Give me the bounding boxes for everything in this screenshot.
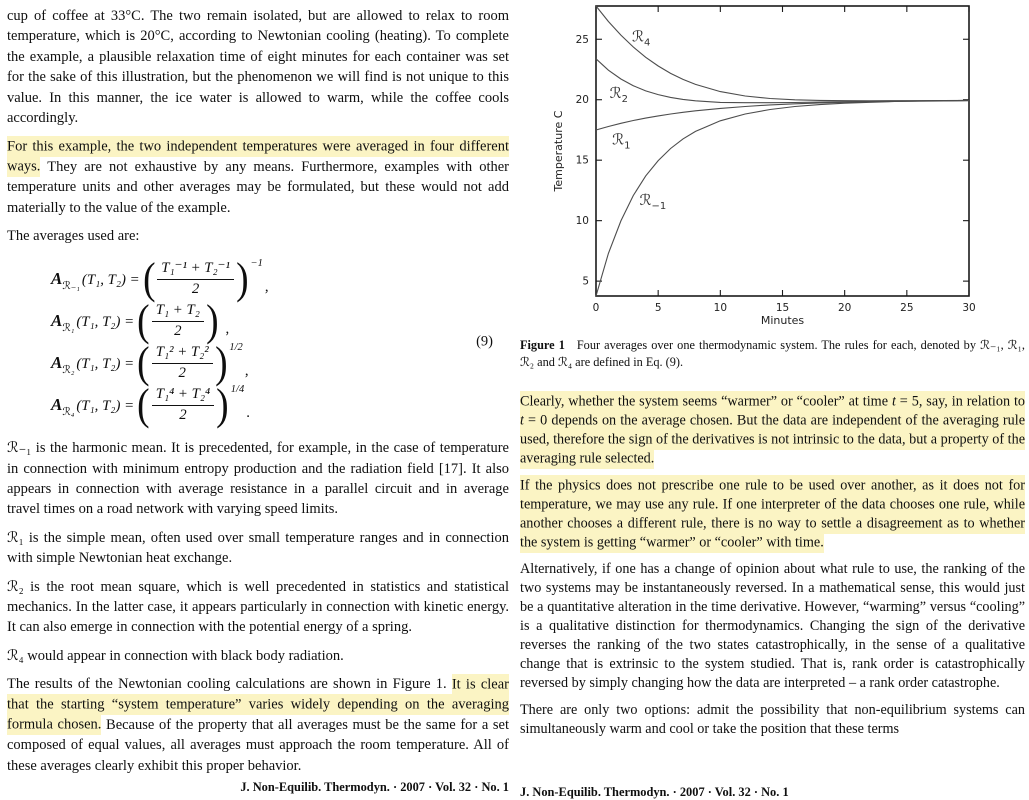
paragraph-rank-order: Alternatively, if one has a change of opinion about what rule to use, the ranking of the two systems may be instantaneously reversed. In a mathematical sense, this would just be a quantitative alteration in the time derivative. However, “warming” versus “cooling” is a qualitative distinction for thermodynamics. Changing the sign of the derivative reverses the ranking of the two states catastrophically, in the sense of a qualitative change that is extrinsic to the system studied. That is, rank order is catastrophically reversed by simply changing how the data are interpreted – a rank order catastrophe. (520, 561, 1025, 691)
equation-row: Aℛ₂ (T₁, T₂) = ( $\frac{\text{T₁² + T₂²}}{2}$ ) 1/2 , (51, 338, 249, 388)
fraction (152, 344, 213, 382)
equation-lhs (51, 311, 136, 335)
fraction-denominator: 2 (174, 322, 182, 339)
equation-row: Aℛ₁ (T₁, T₂) = ( $\frac{\text{T₁ + T₂}}{2}$ ) , (51, 296, 230, 346)
paragraph-black-body: ℛ₄ would appear in connection with black body radiation. (7, 647, 344, 664)
x-tick-label: 20 (837, 302, 852, 314)
paragraph-cooling-example: cup of coffee at 33°C. The two remain isolated, but are allowed to relax to room temperature, which is 20°C, according to Newtonian cooling (heating). To complete the example, a plausible relaxation time of eight minutes for each container was set for the sake of this illustration, but the phenomenon we will find is not unique to this value. In this manner, the ice water is allowed to warm, while the coffee cools accordingly. (7, 8, 509, 127)
equation-args: (T₁, T₂) = (76, 356, 135, 373)
script-A: A (51, 353, 62, 373)
right-column (520, 0, 1025, 800)
journal-footer-left: J. Non-Equilib. Thermodyn. · 2007 · Vol. 32 · No. 1 (240, 780, 509, 794)
left-column (7, 6, 509, 784)
equation-lhs (51, 395, 136, 419)
x-tick-label: 0 (592, 302, 600, 314)
y-axis-label: Temperature C (552, 110, 565, 192)
text-segment: Because of the property that all averages must be the same for a set composed of equal values, all averages must approach the room temperature. All of these averages clearly exhibit this proper behavior. (7, 716, 509, 774)
y-tick-label: 10 (575, 215, 589, 228)
journal-footer-right: J. Non-Equilib. Thermodyn. · 2007 · Vol. 32 · No. 1 (520, 785, 789, 799)
text-segment: = 0 depends on the average chosen. But the data are independent of the averaging rule used, therefore the sign of the derivatives is not intrinsic to the data, but a property of the averaging rule selected. (520, 410, 1025, 469)
curve-R4 (596, 6, 969, 101)
x-tick-label: 5 (654, 302, 662, 314)
fraction-numerator: T₁ + T₂ (152, 302, 204, 321)
curve-R2 (596, 59, 969, 103)
paragraph-physics-rule (520, 476, 1025, 552)
curve-label-4: ℛ$_4$ (632, 27, 651, 49)
equation-punctuation: , (225, 320, 230, 337)
paragraph-simple-mean: ℛ₁ is the simple mean, often used over small temperature ranges and in connection with simple Newtonian heat exchange. (7, 529, 509, 567)
x-tick-label: 25 (900, 302, 914, 314)
plot-box (596, 6, 969, 296)
rule-subscript: ℛ₄ (62, 407, 75, 419)
text-segment: Clearly, whether the system seems “warmer” or “cooler” at time (520, 391, 892, 412)
rule-subscript: ℛ₁ (62, 323, 75, 335)
paragraph-four-averages (7, 136, 509, 218)
paragraph-results (7, 674, 509, 776)
curve-label-2: ℛ$_2$ (609, 83, 629, 105)
equation-punctuation: , (264, 278, 269, 295)
y-tick-label: 25 (575, 33, 589, 46)
fraction-numerator: T₁⁴ + T₂⁴ (152, 386, 214, 405)
equation-lhs (51, 353, 136, 377)
fraction-numerator: T₁⁻¹ + T₂⁻¹ (157, 260, 234, 279)
x-tick-label: 10 (713, 302, 728, 314)
fraction-denominator: 2 (178, 364, 186, 381)
x-axis-label: Minutes (760, 314, 805, 324)
fraction-numerator: T₁² + T₂² (152, 344, 213, 363)
text-segment: t (520, 410, 524, 431)
curve-R1 (596, 100, 969, 130)
y-tick-label: 20 (575, 94, 589, 107)
equation-args: (T₁, T₂) = (81, 272, 140, 289)
text-segment: It is clear that the starting “system temperature” varies widely depending on the averaging formula chosen. (7, 674, 509, 736)
paragraph-harmonic-mean: ℛ₋₁ is the harmonic mean. It is precedented, for example, in the case of temperature in connection with minimum entropy production and the radiation field [17]. It also appears in connection with average resistance in a parallel circuit and in average travel times on a road network with varying speed limits. (7, 440, 509, 518)
equation-rows (7, 254, 509, 430)
curve-R-1 (596, 101, 969, 296)
equation-row: Aℛ₋₁ (T₁, T₂) = ( $\frac{\text{T₁⁻¹ + T₂⁻¹}}{2}$ ) −1 , (51, 254, 269, 304)
equation-number: (9) (476, 333, 493, 350)
fraction-denominator: 2 (191, 280, 200, 297)
text-segment: = 5, say, in relation to (896, 391, 1025, 412)
figure-caption (520, 337, 1025, 370)
text-segment: For this example, the two independent temperatures were averaged in four different ways. (7, 136, 509, 177)
fraction (152, 386, 214, 424)
text-segment: If the physics does not prescribe one rule to be used over another, as it does not for temperature, we may use any rule. If one interpreter of the data chooses one rule, while another chooses a different rule, there is no way to settle a disagreement as to whether the system is getting “warmer” or “cooler” with time. (520, 475, 1025, 553)
text-segment: t (892, 391, 896, 412)
paragraph-two-options: There are only two options: admit the possibility that non-equilibrium systems can simultaneously warm and cool or take the position that these terms (520, 702, 1025, 737)
script-A: A (51, 311, 62, 331)
equation-punctuation: , (244, 362, 249, 379)
equation-punctuation: . (246, 404, 250, 421)
equation-row: Aℛ₄ (T₁, T₂) = ( $\frac{\text{T₁⁴ + T₂⁴}}{2}$ ) 1/4 . (51, 380, 250, 430)
outer-exponent: 1/4 (230, 383, 245, 395)
fraction (157, 260, 234, 298)
script-A: A (51, 269, 62, 289)
curve-label-−1: ℛ$_{-1}$ (639, 190, 667, 212)
equation-lhs (51, 269, 142, 293)
fraction (152, 302, 204, 340)
right-column-text (520, 392, 1025, 747)
rule-subscript: ℛ₂ (62, 365, 75, 377)
x-tick-label: 30 (962, 302, 976, 314)
outer-exponent: −1 (250, 257, 263, 269)
equation-args: (T₁, T₂) = (76, 398, 135, 415)
paragraph-rms: ℛ₂ is the root mean square, which is well precedented in statistics and statistical mechanics. In the latter case, it appears particularly in connection with kinetic energy. It can also emerge in connection with the potential energy of a spring. (7, 578, 509, 636)
figure1-chart (520, 2, 1025, 324)
equation-args: (T₁, T₂) = (76, 314, 135, 331)
equation-block-9 (7, 254, 509, 430)
rule-subscript: ℛ₋₁ (62, 281, 80, 293)
paragraph-warmer-cooler (520, 392, 1025, 468)
text-segment: They are not exhaustive by any means. Furthermore, examples with other temperature units and other averages may be formulated, but these would not add materially to the value of the example. (7, 158, 509, 216)
y-tick-label: 5 (582, 275, 589, 288)
fraction-denominator: 2 (179, 406, 187, 423)
figure-caption-text: Four averages over one thermodynamic system. The rules for each, denoted by ℛ₋₁, ℛ₁, ℛ₂ and ℛ₄ are defined in Eq. (9). (520, 338, 1025, 369)
text-segment: The results of the Newtonian cooling calculations are shown in Figure 1. (7, 676, 452, 693)
y-tick-label: 15 (575, 154, 589, 167)
figure-caption-label: Figure 1 (520, 338, 565, 353)
paragraph-averages-intro: The averages used are: (7, 228, 140, 245)
outer-exponent: 1/2 (229, 341, 243, 353)
curve-label-1: ℛ$_1$ (612, 130, 631, 152)
script-A: A (51, 395, 62, 415)
x-tick-label: 15 (775, 302, 790, 314)
